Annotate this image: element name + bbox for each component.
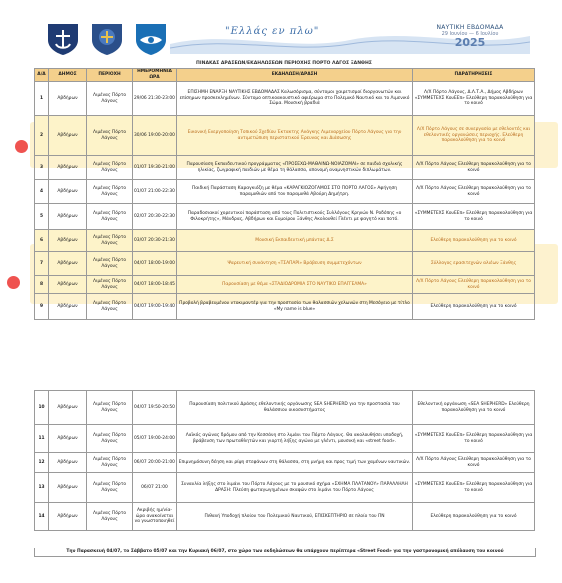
row-datetime: 30/06 19:00-20:00 [133, 116, 177, 156]
row-number: 3 [35, 156, 49, 180]
row-event: Παρουσίαση πολιτικού Δράσης εθελοντικής οργάνωσης SEA SHEPHERD για την προστασία του θαλάσσιου οικοσυστήματος [177, 391, 413, 425]
table-row [35, 230, 535, 252]
row-municipality: Αβδήρων [49, 180, 87, 204]
banner-event-info [410, 24, 530, 49]
row-number: 2 [35, 116, 49, 156]
row-municipality: Αβδήρων [49, 294, 87, 320]
col-header-area: ΠΕΡΙΟΧΗ [87, 69, 133, 82]
row-datetime: 05/07 19:00-24:00 [133, 425, 177, 453]
row-notes: «ΣΥΜΜΕΤΕΧΣ ΚουΕΕπ» Ελεύθερη παρακολούθηση για το κοινό [413, 425, 535, 453]
table-row [35, 156, 535, 180]
row-notes: Λ/Χ Πόρτο Λάγους σε συνεργασία με εθελοντές και εθελοντικές οργανώσεις περιοχής. Ελεύθερη παρακολούθηση για το κοινό [413, 116, 535, 156]
row-datetime: 04/07 18:00-18:45 [133, 276, 177, 294]
row-area: Λιμένας Πόρτο Λάγους [87, 425, 133, 453]
row-event: Προβολή βραβευμένου ντοκιμαντέρ για την προστασία των θαλασσιών χελωνών στη Μεσόγειο με τίτλο «My name is blue» [177, 294, 413, 320]
table-row [35, 473, 535, 503]
row-datetime: Ακριβής ημ/νία-ώρα ανακοίνεται να γνωστοποιηθεί [133, 503, 177, 531]
row-notes: Ελεύθερη παρακολούθηση για το κοινό [413, 294, 535, 320]
col-header-aa: Α/Α [35, 69, 49, 82]
row-number: 11 [35, 425, 49, 453]
row-number: 8 [35, 276, 49, 294]
row-municipality: Αβδήρων [49, 391, 87, 425]
row-number: 7 [35, 252, 49, 276]
table-row [35, 276, 535, 294]
port-authority-emblem-icon [132, 22, 170, 56]
row-event: Παρουσίαση με θέμα «ΣΤΑΔΙΟΔΡΟΜΙΑ ΣΤΟ ΝΑΥΤΙΚΟ ΕΠΑΓΓΕΛΜΑ» [177, 276, 413, 294]
table-row [35, 503, 535, 531]
marker-dot-row-7 [7, 276, 20, 289]
col-header-date: ΗΜΕΡΟΜΗΝΙΑ ΩΡΑ [133, 69, 177, 82]
row-area: Λιμένας Πόρτο Λάγους [87, 453, 133, 473]
col-header-event: ΕΚΔΗΛΩΣΗ/ΔΡΑΣΗ [177, 69, 413, 82]
table-row [35, 453, 535, 473]
row-event: Ψαρευτική συνάντηση «ΤΣΑΠΑΡΙ» Βράβευση συμμετεχόντων [177, 252, 413, 276]
row-event: Μουσική Εκπαιδευτική μπάντας Δ.Σ [177, 230, 413, 252]
row-municipality: Αβδήρων [49, 276, 87, 294]
row-number: 10 [35, 391, 49, 425]
row-notes: «ΣΥΜΜΕΤΕΧΣ ΚουΕΕπ» Ελεύθερη παρακολούθηση για το κοινό [413, 204, 535, 230]
event-year: 2025 [454, 36, 486, 49]
row-event: ΕΠΙΣΗΜΗ ΕΝΑΡΞΗ ΝΑΥΤΙΚΗΣ ΕΒΔΟΜΑΔΑΣ Καλωσόρισμα, σύντομοι χαιρετισμοί διοργανωτών και επίσημων προσκεκλημένων. Σύντομο οπτικοακουστικό αφιέρωμα στο Πολεμικό Ναυτικό και το Λιμενικό Σώμα. Μουσική βραδιά [177, 82, 413, 116]
row-datetime: 02/07 20:30-22:30 [133, 204, 177, 230]
coast-guard-emblem-icon [88, 22, 126, 56]
logo-group [44, 22, 174, 56]
row-datetime: 06/07 20:00-21:00 [133, 453, 177, 473]
row-notes: «ΣΥΜΜΕΤΕΧΣ ΚουΕΕπ» Ελεύθερη παρακολούθηση για το κοινό [413, 473, 535, 503]
row-area: Λιμένας Πόρτο Λάγους [87, 252, 133, 276]
row-notes: Λ/Χ Πόρτο Λάγους, Δ.Λ.Τ.Α., Δήμος Αβδήρων «ΣΥΜΜΕΤΕΧΣ ΚουΕΕπ» Ελεύθερη παρακολούθηση για το κοινό [413, 82, 535, 116]
row-datetime: 04/07 19:50-20:50 [133, 391, 177, 425]
row-area: Λιμένας Πόρτο Λάγους [87, 294, 133, 320]
row-event: Πιθανή Υποδοχή πλοίου του Πολεμικού Ναυτικού, ΕΠΙΣΚΕΠΤΗΡΙΟ σε πλοίο του ΠΝ [177, 503, 413, 531]
table-row [35, 425, 535, 453]
row-notes: Λ/Χ Πόρτο Λάγους Ελεύθερη παρακολούθηση για το κοινό [413, 156, 535, 180]
event-dates: 29 Ιουνίου — 6 Ιουλίου [441, 31, 499, 37]
table-row [35, 391, 535, 425]
table-header-row [35, 69, 535, 82]
row-number: 13 [35, 473, 49, 503]
events-table [34, 68, 535, 320]
row-number: 5 [35, 204, 49, 230]
row-datetime: 03/07 20:30-21:30 [133, 230, 177, 252]
col-header-notes: ΠΑΡΑΤΗΡΗΣΕΙΣ [413, 69, 535, 82]
events-table-continued [34, 390, 535, 531]
event-name: ΝΑΥΤΙΚΗ ΕΒΔΟΜΑΔΑ [436, 24, 504, 31]
row-datetime: 01/07 19:30-21:00 [133, 156, 177, 180]
marker-dot-row-2 [15, 140, 28, 153]
row-datetime: 06/07 21:00 [133, 473, 177, 503]
row-notes: Λ/Χ Πόρτο Λάγους Ελεύθερη παρακολούθηση για το κοινό [413, 453, 535, 473]
row-area: Λιμένας Πόρτο Λάγους [87, 230, 133, 252]
table-row [35, 180, 535, 204]
table-row [35, 82, 535, 116]
row-event: Παραδοσιακοί χορευτικοί παράσταση από τους Πολιτιστικούς Συλλόγους Κρηνών Ν. Ροδόπης «ο Φιλοκρήτης», Μάνδρας, Αβδήρων και Ευμοίρου Ξάνθης Ακολουθεί Γλέντι με φαγητό και ποτό. [177, 204, 413, 230]
row-event: Παρουσίαση Εκπαιδευτικού προγράμματος «ΠΡΟΣΕΧΩ-ΜΑΘΑΙΝΩ-ΝΟΙΑΖΟΜΑΙ» σε παιδιά σχολικής ηλικίας, ζωγραφική παιδιών με θέμα τη θάλασσα, απονομή αναμνηστικών διπλωμάτων. [177, 156, 413, 180]
row-event: Επιμνημόσυνη δέηση και ρίψη στεφάνων στη θάλασσα, στη μνήμη και προς τιμή των χαμένων ναυτικών. [177, 453, 413, 473]
row-notes: Ελεύθερη παρακολούθηση για το κοινό [413, 230, 535, 252]
row-event: Συναυλία λήξης στο λιμάνι του Πόρτο Λάγους με το μουσικό σχήμα «ΣΧΗΜΑ ΠΛΑΤΑΝΟΥ» ΠΑΡΑΛΛΗΛΗ ΔΡΑΣΗ: Πλεύση φωταγωγημένων σκαφών στο λιμάνι του Πόρτο Λάγους [177, 473, 413, 503]
col-header-dimos: ΔΗΜΟΣ [49, 69, 87, 82]
row-event: Εικονική Ενεργοποίηση Τοπικού Σχεδίου Έκτακτης Ανάγκης Λιμεναρχείου Πόρτο Λάγους για την αντιμετώπιση περιστατικού Έρευνας και Διάσωσης [177, 116, 413, 156]
row-area: Λιμένας Πόρτο Λάγους [87, 276, 133, 294]
row-area: Λιμένας Πόρτο Λάγους [87, 473, 133, 503]
row-municipality: Αβδήρων [49, 116, 87, 156]
row-municipality: Αβδήρων [49, 82, 87, 116]
street-food-note: Την Παρασκευή 04/07, το Σάββατο 05/07 και την Κυριακή 06/07, στο χώρο των εκδηλώσεων θα υπάρχουν περίπτερα «Street Food» για την γαστρονομική απόλαυση του κοινού [34, 548, 536, 557]
row-municipality: Αβδήρων [49, 230, 87, 252]
row-number: 1 [35, 82, 49, 116]
table-row [35, 116, 535, 156]
table-row [35, 204, 535, 230]
navy-emblem-icon [44, 22, 82, 56]
row-municipality: Αβδήρων [49, 503, 87, 531]
row-datetime: 04/07 18:00-19:00 [133, 252, 177, 276]
row-number: 14 [35, 503, 49, 531]
row-number: 12 [35, 453, 49, 473]
row-notes: Λ/Χ Πόρτο Λάγους Ελεύθερη παρακολούθηση για το κοινό [413, 180, 535, 204]
table-row [35, 252, 535, 276]
row-municipality: Αβδήρων [49, 425, 87, 453]
row-municipality: Αβδήρων [49, 156, 87, 180]
row-event: Παιδική Παράσταση Καραγκιόζη με θέμα «ΚΑΡΑΓΚΙΟΖΟΓΑΜΟΣ ΣΤΟ ΠΟΡΤΟ ΛΑΓΟΣ» Αφήγηση παραμυθιών από τον παραμυθά Αβούρη Δημήτρη. [177, 180, 413, 204]
row-notes: Εθελοντική οργάνωση «SEA SHEPHERD» Ελεύθερη παρακολούθηση για το κοινό [413, 391, 535, 425]
row-notes: Σύλλογος ερασιτεχνών αλιέων Ξάνθης [413, 252, 535, 276]
row-number: 6 [35, 230, 49, 252]
row-datetime: 29/06 21:30-23:00 [133, 82, 177, 116]
row-area: Λιμένας Πόρτο Λάγους [87, 82, 133, 116]
row-municipality: Αβδήρων [49, 453, 87, 473]
row-area: Λιμένας Πόρτο Λάγους [87, 204, 133, 230]
row-event: Λαϊκός αγώνας δρόμου από την Κεσσάνη στο λιμάνι του Πόρτο Λάγους. Θα ακολουθήσει υποδοχή, βράβευση των πρωταθλητών και γιορτή λήξης αγώνα με γλέντι, μουσική και «street food». [177, 425, 413, 453]
row-area: Λιμένας Πόρτο Λάγους [87, 156, 133, 180]
row-municipality: Αβδήρων [49, 252, 87, 276]
row-area: Λιμένας Πόρτο Λάγους [87, 391, 133, 425]
row-area: Λιμένας Πόρτο Λάγους [87, 116, 133, 156]
table-title: ΠΙΝΑΚΑΣ ΔΡΑΣΕΩΝ/ΕΚΔΗΛΩΣΕΩΝ ΠΕΡΙΟΧΗΣ ΠΟΡΤΟ ΛΑΓΟΣ ΞΑΝΘΗΣ [196, 61, 372, 66]
row-number: 4 [35, 180, 49, 204]
row-area: Λιμένας Πόρτο Λάγους [87, 503, 133, 531]
row-municipality: Αβδήρων [49, 473, 87, 503]
row-notes: Ελεύθερη παρακολούθηση για το κοινό [413, 503, 535, 531]
row-municipality: Αβδήρων [49, 204, 87, 230]
banner-motto: "Ελλάς εν πλω" [225, 26, 320, 37]
table-row [35, 294, 535, 320]
row-area: Λιμένας Πόρτο Λάγους [87, 180, 133, 204]
row-datetime: 01/07 21:00-22:30 [133, 180, 177, 204]
row-notes: Λ/Χ Πόρτο Λάγους Ελεύθερη παρακολούθηση για το κοινό [413, 276, 535, 294]
row-datetime: 04/07 19:00-19:40 [133, 294, 177, 320]
row-number: 9 [35, 294, 49, 320]
